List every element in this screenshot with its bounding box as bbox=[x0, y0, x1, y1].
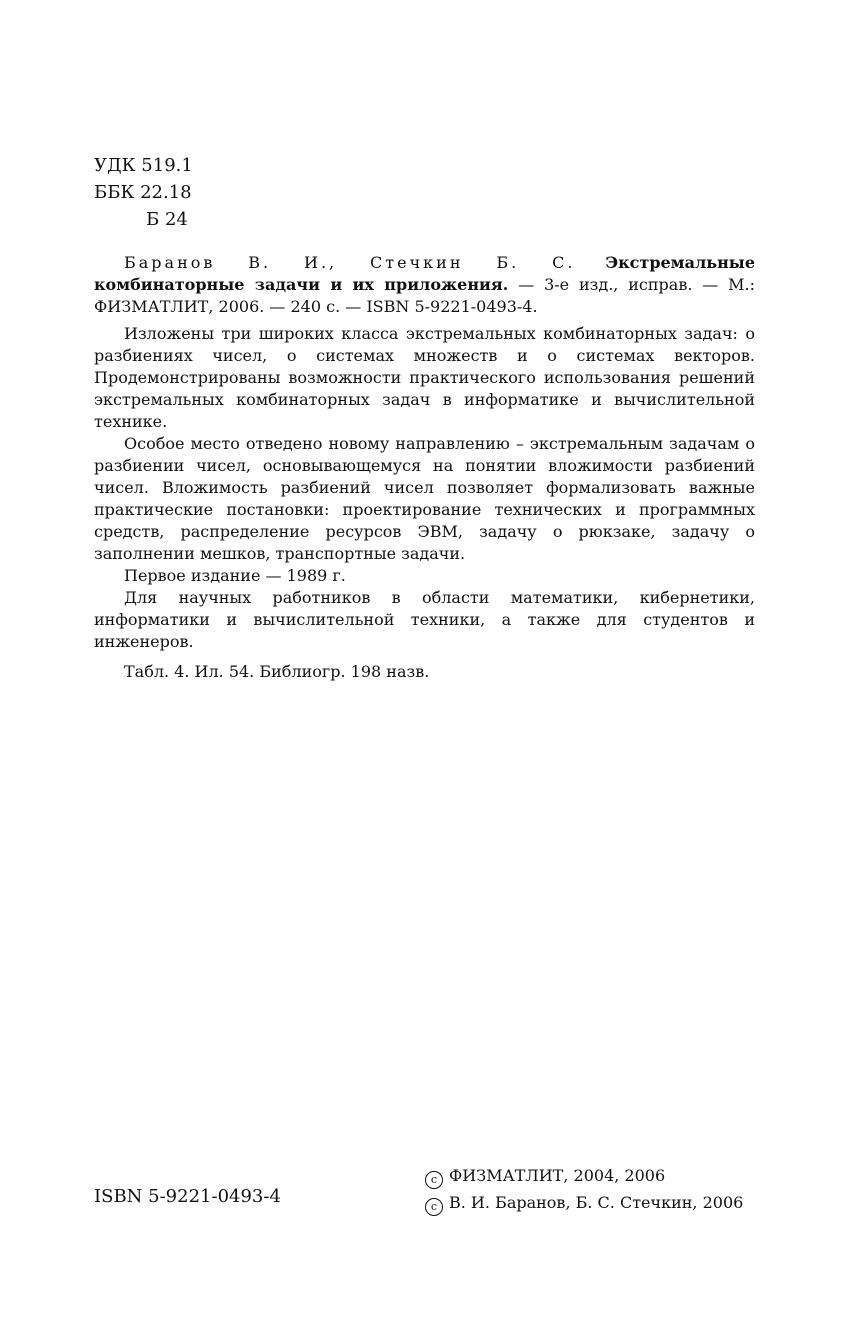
copyright-holder: ФИЗМАТЛИТ, 2004, 2006 bbox=[449, 1166, 666, 1185]
book-title: Экстремальные комбинаторные задачи и их приложения. bbox=[94, 253, 756, 294]
copyright-holder: В. И. Баранов, Б. С. Стечкин, 2006 bbox=[449, 1193, 744, 1212]
copyright-line bbox=[425, 1189, 743, 1216]
annotation-paragraph: Для научных работников в области математики, кибернетики, информатики и вычислительной техники, а также для студентов и инженеров. bbox=[94, 588, 755, 651]
isbn: ISBN 5-9221-0493-4 bbox=[94, 1186, 281, 1207]
copyright-icon: c bbox=[425, 1171, 443, 1189]
copyright-block bbox=[425, 1162, 743, 1216]
copyright-icon: c bbox=[425, 1198, 443, 1216]
authors: Баранов В. И., Стечкин Б. С. bbox=[124, 253, 576, 272]
author-sign: Б 24 bbox=[146, 209, 188, 230]
tables-illustrations-count: Табл. 4. Ил. 54. Библиогр. 198 назв. bbox=[124, 662, 430, 681]
annotation-paragraph: Первое издание — 1989 г. bbox=[124, 566, 346, 585]
copyright-line bbox=[425, 1162, 743, 1189]
bbk-code: ББК 22.18 bbox=[94, 182, 192, 203]
annotation-paragraph: Изложены три широких класса экстремальных комбинаторных задач: о разбиениях чисел, о системах множеств и о системах векторов. Продемонстрированы возможности практического использования решений экстремальных комбинаторных задач в информатике и вычислительной технике. bbox=[94, 324, 755, 431]
annotation bbox=[94, 323, 755, 683]
bibliographic-record bbox=[94, 252, 755, 318]
annotation-paragraph: Особое место отведено новому направлению – экстремальным задачам о разбиении чисел, основывающемуся на понятии вложимости разбиений чисел. Вложимость разбиений чисел позволяет формализовать важные практические постановки: проектирование технических и программных средств, распределение ресурсов ЭВМ, задачу о рюкзаке, задачу о заполнении мешков, транспортные задачи. bbox=[94, 434, 755, 563]
imprint: — 3-е изд., исправ. — М.: ФИЗМАТЛИТ, 2006. — 240 с. — ISBN 5-9221-0493-4. bbox=[94, 275, 756, 316]
udk-code: УДК 519.1 bbox=[94, 155, 193, 176]
classification-codes bbox=[94, 152, 193, 233]
